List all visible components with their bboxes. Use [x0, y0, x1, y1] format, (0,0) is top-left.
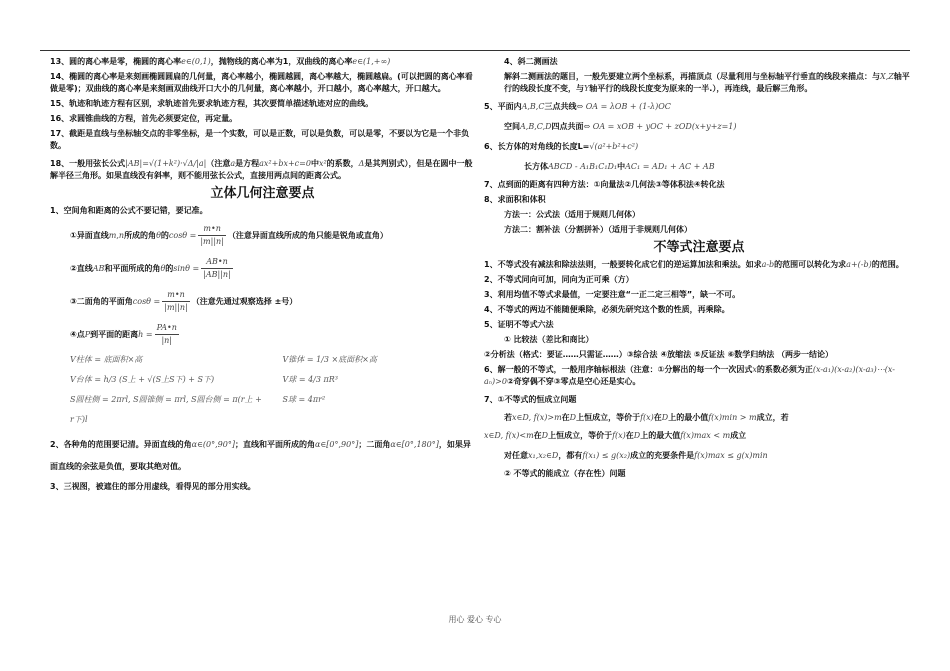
heading-solid-geometry: 立体几何注意要点	[210, 186, 315, 201]
right-column	[484, 56, 914, 483]
item-8-method-1: 方法一：公式法（适用于规则几何体）	[504, 210, 640, 219]
ineq-5-methods-a: ① 比较法（差比和商比）	[504, 335, 594, 344]
ineq-1: 1、不等式没有减法和除法法则，一般要转化成它们的逆运算加法和乘法。如求a-b的范围可以转化为求a+(-b)的范围。	[484, 260, 904, 269]
volume-pyramid: V锥体 = 1/3 ×底面积×高	[282, 355, 377, 364]
formula-skew-lines: ①异面直线m,n所成的角θ的cosθ = $\frac{m•n}{|m||n|}$ （注意异面直线所成的角只能是锐角或直角）	[70, 224, 388, 246]
ineq-3: 3、利用均值不等式求最值，一定要注意“一正二定三相等”，缺一不可。	[484, 290, 741, 299]
ineq-2: 2、不等式同向可加，同向为正可乘（方）	[484, 275, 634, 284]
section-1: 1、空间角和距离的公式不要记错，要记准。	[50, 206, 208, 215]
fraction: $\frac{m•n}{|m||n|}$	[200, 224, 224, 246]
formula-dihedral: ③二面角的平面角cosθ = $\frac{m•n}{|m||n|}$ （注意先通过观察选择 ±号）	[70, 290, 298, 312]
ineq-4: 4、不等式的两边不能随便乘除，必须先研究这个数的性质，再乘除。	[484, 305, 730, 314]
fraction: $\frac{m•n}{|m||n|}$	[164, 290, 188, 312]
ineq-5: 5、证明不等式六法	[484, 320, 554, 329]
volume-prism: V柱体 = 底面积×高	[70, 355, 143, 364]
item-6: 6、长方体的对角线的长度L=√(a²+b²+c²)	[484, 142, 639, 151]
item-4-detail: 解斜二测画法的题目，一般先要建立两个坐标系，再描顶点（尽量利用与坐标轴平行垂直的线段来描点：与X,Z轴平行的线段长度不变，与Y轴平行的线段长度变为原来的一半.），再连线，最后解三角形。	[504, 72, 910, 93]
item-7: 7、点到面的距离有四种方法：①向量法②几何法③等体积法④转化法	[484, 180, 725, 189]
heading-inequality: 不等式注意要点	[653, 240, 745, 255]
item-13: 13、圆的离心率是零，椭圆的离心率e∈(0,1)，抛物线的离心率为1，双曲线的离心率e∈(1,+∞)	[50, 57, 391, 66]
section-3: 3、三视图，被遮住的部分用虚线，看得见的部分用实线。	[50, 482, 256, 491]
section-2: 2、各种角的范围要记清。异面直线的角α∈(0°,90°]；直线和平面所成的角α∈[0°,90°]；二面角α∈[0°,180°]，如果异面直线的余弦是负值，要取其绝对值。	[50, 440, 471, 471]
ineq-7-max: x∈D, f(x)<m在D上恒成立，等价于f(x)在D上的最大值f(x)max < m成立	[484, 431, 747, 440]
item-5-space: 空间A,B,C,D四点共面⇔ OA = xOB + yOC + zOD(x+y+z=1)	[504, 122, 737, 131]
item-5: 5、平面内A,B,C三点共线⇔ OA = λOB + (1-λ)OC	[484, 102, 671, 111]
lateral-area: S圆柱侧 = 2πrl, S圆锥侧 = πrl, S圆台侧 = π(r上 + r下)l	[70, 395, 262, 424]
fraction: $\frac{AB•n}{|AB||n|}$	[203, 257, 231, 279]
formula-line-plane: ②直线AB和平面所成的角θ的sinθ = $\frac{AB•n}{|AB||n|}$	[70, 257, 231, 279]
page-footer: 用心 爱心 专心	[448, 615, 502, 624]
fraction: $\frac{PA•n}{|n|}$	[156, 323, 177, 345]
item-16: 16、求圆锥曲线的方程，首先必须要定位，再定量。	[50, 114, 238, 123]
top-rule	[40, 50, 910, 51]
volume-formulas	[50, 350, 475, 430]
volume-frustum: V台体 = h/3 (S上 + √(S上S下) + S下)	[70, 375, 215, 384]
item-15: 15、轨迹和轨迹方程有区别，求轨迹首先要求轨迹方程，其次要简单描述轨迹对应的曲线。	[50, 99, 374, 108]
formula-point-plane: ④点P到平面的距离h = $\frac{PA•n}{|n|}$	[70, 323, 177, 345]
ineq-7-existence: ② 不等式的能成立（存在性）问题	[504, 469, 626, 478]
item-14: 14、椭圆的离心率是来刻画椭圆圆扁的几何量，离心率越小，椭圆越圆，离心率越大，椭圆越扁。(可以把圆的离心率看做是零)；双曲线的离心率是来刻画双曲线开口大小的几何量，离心率越小，开口越小，离心率越大，开口越大。	[50, 72, 473, 93]
item-18: 18、一般用弦长公式|AB|=√(1+k²)·√Δ/|a|（注意a是方程ax²+bx+c=0中x²的系数，Δ是其判别式），但是在圆中一般解半径三角形。如果直线没有斜率，则不能用弦长公式，直接用两点间的距离公式。	[50, 159, 473, 180]
ineq-7-min: 若x∈D, f(x)>m在D上恒成立，等价于f(x)在D上的最小值f(x)min > m成立，若	[504, 413, 789, 422]
item-6-cuboid: 长方体ABCD - A₁B₁C₁D₁中AC₁ = AD₁ + AC + AB	[524, 162, 715, 171]
ineq-7-any: 对任意x₁,x₂∈D，都有f(x₁) ≤ g(x₂)成立的充要条件是f(x)max ≤ g(x)min	[504, 451, 768, 460]
item-17: 17、截距是直线与坐标轴交点的非零坐标，是一个实数，可以是正数，可以是负数，可以是零，不要以为它是一个非负数。	[50, 129, 470, 150]
item-4: 4、斜二测画法	[504, 57, 558, 66]
ineq-6: 6、解一般的不等式，一般用序轴标根法（注意：①分解出的每一个一次因式x的系数必须为正(x-a₁)(x-a₂)(x-a₃)⋯(x-aₙ)>0②奇穿偶不穿③零点是空心还是实心。	[484, 365, 895, 386]
ineq-7: 7、①不等式的恒成立问题	[484, 395, 577, 404]
ineq-5-methods-b: ②分析法（格式：要证……只需证……）③综合法 ④放缩法 ⑤反证法 ⑥数学归纳法 （两步一结论）	[484, 350, 834, 359]
left-column	[50, 56, 475, 496]
volume-sphere: V球 = 4/3 πR³	[282, 375, 338, 384]
item-8-method-2: 方法二：割补法（分割拼补）（适用于非规则几何体）	[504, 225, 692, 234]
sphere-area: S球 = 4πr²	[282, 395, 326, 404]
item-8: 8、求面积和体积	[484, 195, 546, 204]
